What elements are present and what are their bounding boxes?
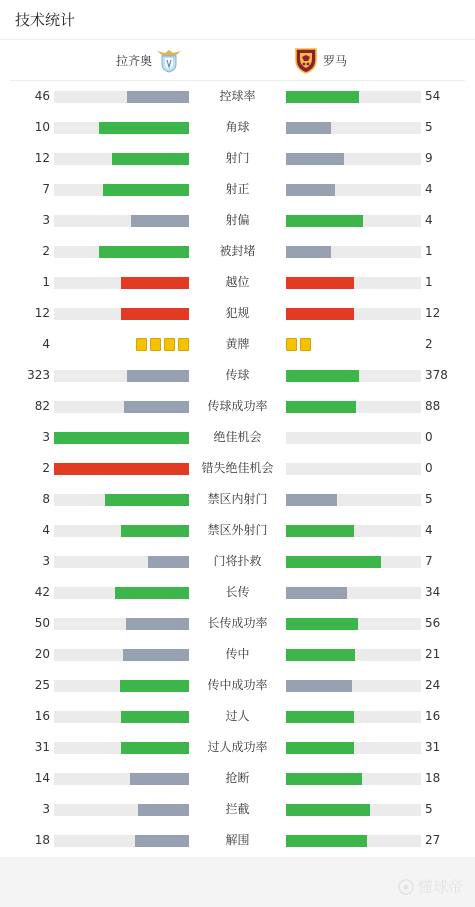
stat-row bbox=[0, 546, 475, 577]
stat-row bbox=[0, 143, 475, 174]
stat-row bbox=[0, 825, 475, 856]
home-stat-bar bbox=[54, 525, 189, 537]
home-stat-bar-fill bbox=[123, 649, 189, 661]
lazio-eagle-logo-icon bbox=[156, 46, 182, 74]
yellow-card-icon bbox=[150, 338, 161, 351]
away-stat-value: 378 bbox=[425, 368, 448, 382]
stat-label: 传中成功率 bbox=[207, 678, 268, 692]
away-stat-bar bbox=[286, 122, 421, 134]
yellow-card-icon bbox=[286, 338, 297, 351]
stat-row bbox=[0, 174, 475, 205]
stat-row bbox=[0, 422, 475, 453]
away-stat-value: 0 bbox=[425, 430, 433, 444]
home-stat-value: 14 bbox=[34, 771, 50, 785]
away-stat-bar bbox=[286, 804, 421, 816]
away-stat-bar bbox=[286, 277, 421, 289]
stat-label: 拦截 bbox=[225, 802, 250, 816]
stat-row bbox=[0, 763, 475, 794]
home-stat-value: 7 bbox=[42, 182, 50, 196]
stat-row bbox=[0, 484, 475, 515]
away-stat-value: 4 bbox=[425, 523, 433, 537]
away-stat-bar-fill bbox=[286, 773, 362, 785]
stat-row bbox=[0, 453, 475, 484]
away-stat-bar-fill bbox=[286, 246, 331, 258]
home-stat-bar bbox=[54, 401, 189, 413]
home-stat-value: 2 bbox=[42, 461, 50, 475]
home-stat-bar-fill bbox=[138, 804, 189, 816]
home-stat-bar bbox=[54, 184, 189, 196]
yellow-card-icon bbox=[178, 338, 189, 351]
away-stat-value: 4 bbox=[425, 182, 433, 196]
stat-label: 长传 bbox=[225, 585, 250, 599]
home-stat-value: 4 bbox=[42, 523, 50, 537]
footer bbox=[0, 857, 475, 907]
home-stat-value: 25 bbox=[34, 678, 50, 692]
home-stat-bar-fill bbox=[127, 370, 189, 382]
home-stat-bar-fill bbox=[120, 680, 189, 692]
stat-label: 犯规 bbox=[225, 306, 250, 320]
home-stat-bar-fill bbox=[127, 91, 189, 103]
roma-wolf-logo-icon bbox=[293, 46, 319, 74]
home-stat-bar-fill bbox=[124, 401, 189, 413]
away-stat-bar bbox=[286, 401, 421, 413]
stat-label: 角球 bbox=[225, 120, 250, 134]
home-stat-value: 16 bbox=[34, 709, 50, 723]
stat-label: 过人 bbox=[225, 709, 250, 723]
stat-row bbox=[0, 360, 475, 391]
stat-row bbox=[0, 205, 475, 236]
stat-row bbox=[0, 701, 475, 732]
away-stat-bar-fill bbox=[286, 680, 352, 692]
home-stat-bar bbox=[54, 432, 189, 444]
stat-label: 禁区外射门 bbox=[207, 523, 268, 537]
home-stat-value: 50 bbox=[34, 616, 50, 630]
home-stat-bar-fill bbox=[121, 277, 189, 289]
home-team-name: 拉齐奥 bbox=[115, 53, 152, 68]
stat-row bbox=[0, 608, 475, 639]
away-stat-bar-fill bbox=[286, 401, 356, 413]
home-stat-value: 3 bbox=[42, 213, 50, 227]
home-stat-bar bbox=[54, 587, 189, 599]
away-stat-bar bbox=[286, 184, 421, 196]
away-stat-value: 18 bbox=[425, 771, 441, 785]
stat-label: 传中 bbox=[225, 647, 250, 661]
away-stat-bar bbox=[286, 711, 421, 723]
away-stat-bar bbox=[286, 91, 421, 103]
home-stat-bar bbox=[54, 680, 189, 692]
home-stat-bar-fill bbox=[135, 835, 189, 847]
away-stat-bar-fill bbox=[286, 835, 367, 847]
yellow-card-icon bbox=[300, 338, 311, 351]
stat-label: 抢断 bbox=[225, 771, 250, 785]
home-stat-bar bbox=[54, 463, 189, 475]
home-yellow-cards bbox=[136, 338, 189, 351]
home-stat-bar bbox=[54, 618, 189, 630]
home-stat-bar-fill bbox=[121, 711, 189, 723]
away-stat-bar-fill bbox=[286, 370, 359, 382]
stat-row bbox=[0, 639, 475, 670]
stats-header bbox=[0, 0, 475, 40]
away-stat-bar-fill bbox=[286, 494, 337, 506]
home-stat-bar-fill bbox=[131, 215, 189, 227]
away-stat-bar bbox=[286, 587, 421, 599]
watermark-text: 懂球帝 bbox=[417, 878, 463, 896]
away-stat-bar-fill bbox=[286, 804, 370, 816]
away-stat-bar-fill bbox=[286, 711, 354, 723]
away-stat-bar bbox=[286, 525, 421, 537]
stat-label: 传球 bbox=[225, 368, 250, 382]
home-stat-bar-fill bbox=[121, 525, 189, 537]
home-stat-value: 323 bbox=[27, 368, 50, 382]
away-stat-value: 1 bbox=[425, 244, 433, 258]
home-stat-value: 1 bbox=[42, 275, 50, 289]
away-stat-bar-fill bbox=[286, 91, 359, 103]
home-stat-value: 10 bbox=[34, 120, 50, 134]
away-stat-bar bbox=[286, 463, 421, 475]
away-stat-value: 27 bbox=[425, 833, 441, 847]
away-stat-bar-fill bbox=[286, 153, 344, 165]
home-stat-value: 3 bbox=[42, 430, 50, 444]
home-stat-value: 31 bbox=[34, 740, 50, 754]
away-stat-bar bbox=[286, 432, 421, 444]
home-stat-bar bbox=[54, 308, 189, 320]
stat-label: 过人成功率 bbox=[207, 740, 268, 754]
home-stat-value: 46 bbox=[34, 89, 50, 103]
stat-label: 传球成功率 bbox=[207, 399, 268, 413]
home-stat-bar bbox=[54, 153, 189, 165]
away-stat-bar bbox=[286, 556, 421, 568]
away-stat-value: 12 bbox=[425, 306, 441, 320]
home-stat-value: 8 bbox=[42, 492, 50, 506]
home-stat-bar bbox=[54, 556, 189, 568]
away-stat-bar bbox=[286, 494, 421, 506]
away-stat-value: 4 bbox=[425, 213, 433, 227]
away-stat-bar-fill bbox=[286, 308, 354, 320]
away-team-name: 罗马 bbox=[323, 53, 348, 68]
stat-label: 门将扑救 bbox=[213, 554, 262, 568]
home-stat-bar bbox=[54, 804, 189, 816]
home-stat-bar-fill bbox=[112, 153, 189, 165]
away-stat-value: 0 bbox=[425, 461, 433, 475]
stat-row bbox=[0, 577, 475, 608]
home-stat-bar-fill bbox=[103, 184, 189, 196]
yellow-card-icon bbox=[136, 338, 147, 351]
stat-label: 绝佳机会 bbox=[213, 430, 262, 444]
away-stat-bar-fill bbox=[286, 649, 355, 661]
stats-list bbox=[0, 81, 475, 856]
stat-row bbox=[0, 732, 475, 763]
home-stat-bar bbox=[54, 215, 189, 227]
away-stat-value: 5 bbox=[425, 802, 433, 816]
home-stat-bar-fill bbox=[126, 618, 189, 630]
home-stat-bar bbox=[54, 835, 189, 847]
away-stat-bar-fill bbox=[286, 742, 354, 754]
home-stat-value: 12 bbox=[34, 306, 50, 320]
home-stat-value: 2 bbox=[42, 244, 50, 258]
away-stat-bar-fill bbox=[286, 277, 354, 289]
yellow-card-icon bbox=[164, 338, 175, 351]
stat-row bbox=[0, 81, 475, 112]
home-stat-bar-fill bbox=[99, 246, 189, 258]
away-stat-bar bbox=[286, 680, 421, 692]
home-stat-bar bbox=[54, 711, 189, 723]
away-stat-bar-fill bbox=[286, 122, 331, 134]
home-stat-bar-fill bbox=[121, 742, 189, 754]
home-stat-value: 18 bbox=[34, 833, 50, 847]
home-stat-bar bbox=[54, 742, 189, 754]
away-stat-value: 16 bbox=[425, 709, 441, 723]
stat-row bbox=[0, 298, 475, 329]
away-stat-bar-fill bbox=[286, 525, 354, 537]
stat-label: 射偏 bbox=[225, 213, 250, 227]
home-stat-bar-fill bbox=[115, 587, 189, 599]
home-stat-bar-fill bbox=[54, 463, 189, 475]
stat-row bbox=[0, 391, 475, 422]
home-stat-bar-fill bbox=[54, 432, 189, 444]
stat-label: 错失绝佳机会 bbox=[201, 461, 274, 475]
home-stat-bar-fill bbox=[130, 773, 189, 785]
home-stat-bar bbox=[54, 649, 189, 661]
away-stat-value: 5 bbox=[425, 120, 433, 134]
away-stat-bar-fill bbox=[286, 587, 347, 599]
home-stat-bar-fill bbox=[99, 122, 189, 134]
home-stat-bar-fill bbox=[121, 308, 189, 320]
away-stat-value: 54 bbox=[425, 89, 441, 103]
away-stat-bar-fill bbox=[286, 556, 381, 568]
stat-row bbox=[0, 329, 475, 360]
home-stat-value: 20 bbox=[34, 647, 50, 661]
stat-row bbox=[0, 267, 475, 298]
stat-row bbox=[0, 112, 475, 143]
home-stat-bar bbox=[54, 122, 189, 134]
stat-row bbox=[0, 670, 475, 701]
away-stat-bar bbox=[286, 618, 421, 630]
away-stat-bar-fill bbox=[286, 215, 363, 227]
away-stat-bar bbox=[286, 835, 421, 847]
away-stat-bar bbox=[286, 742, 421, 754]
away-stat-value: 88 bbox=[425, 399, 441, 413]
stat-label: 长传成功率 bbox=[207, 616, 268, 630]
home-stat-value: 42 bbox=[34, 585, 50, 599]
away-stat-bar bbox=[286, 649, 421, 661]
away-stat-value: 2 bbox=[425, 337, 433, 351]
home-stat-value: 3 bbox=[42, 802, 50, 816]
home-stat-bar bbox=[54, 773, 189, 785]
stat-label: 控球率 bbox=[219, 89, 256, 103]
stat-row bbox=[0, 794, 475, 825]
away-yellow-cards bbox=[286, 338, 311, 351]
stat-label: 解围 bbox=[225, 833, 250, 847]
home-stat-value: 12 bbox=[34, 151, 50, 165]
home-stat-bar bbox=[54, 277, 189, 289]
away-team[interactable] bbox=[293, 40, 347, 80]
away-stat-bar-fill bbox=[286, 618, 358, 630]
away-stat-value: 5 bbox=[425, 492, 433, 506]
away-stat-bar bbox=[286, 370, 421, 382]
home-stat-value: 82 bbox=[34, 399, 50, 413]
stat-row bbox=[0, 515, 475, 546]
home-stat-bar bbox=[54, 91, 189, 103]
watermark bbox=[398, 876, 463, 897]
away-stat-value: 31 bbox=[425, 740, 441, 754]
home-stat-bar bbox=[54, 246, 189, 258]
home-stat-bar bbox=[54, 370, 189, 382]
away-stat-bar bbox=[286, 215, 421, 227]
home-stat-bar bbox=[54, 494, 189, 506]
teams-row bbox=[10, 40, 465, 81]
away-stat-value: 56 bbox=[425, 616, 441, 630]
home-stat-bar-fill bbox=[148, 556, 189, 568]
home-stat-value: 3 bbox=[42, 554, 50, 568]
home-stat-value: 4 bbox=[42, 337, 50, 351]
away-stat-value: 1 bbox=[425, 275, 433, 289]
away-stat-value: 9 bbox=[425, 151, 433, 165]
away-stat-value: 7 bbox=[425, 554, 433, 568]
away-stat-bar bbox=[286, 773, 421, 785]
away-stat-bar-fill bbox=[286, 184, 335, 196]
away-stat-bar bbox=[286, 308, 421, 320]
stat-label: 射正 bbox=[225, 182, 250, 196]
stat-label: 禁区内射门 bbox=[207, 492, 268, 506]
away-stat-bar bbox=[286, 246, 421, 258]
home-stat-bar-fill bbox=[105, 494, 189, 506]
away-stat-value: 24 bbox=[425, 678, 441, 692]
away-stat-bar bbox=[286, 153, 421, 165]
stat-label: 越位 bbox=[225, 275, 250, 289]
stat-label: 黄牌 bbox=[225, 337, 250, 351]
dongqiudi-logo-icon bbox=[398, 879, 414, 895]
away-stat-value: 34 bbox=[425, 585, 441, 599]
stat-label: 被封堵 bbox=[219, 244, 256, 258]
stat-row bbox=[0, 236, 475, 267]
stat-label: 射门 bbox=[225, 151, 250, 165]
away-stat-value: 21 bbox=[425, 647, 441, 661]
home-team[interactable] bbox=[116, 40, 182, 80]
page-title: 技术统计 bbox=[15, 11, 76, 29]
